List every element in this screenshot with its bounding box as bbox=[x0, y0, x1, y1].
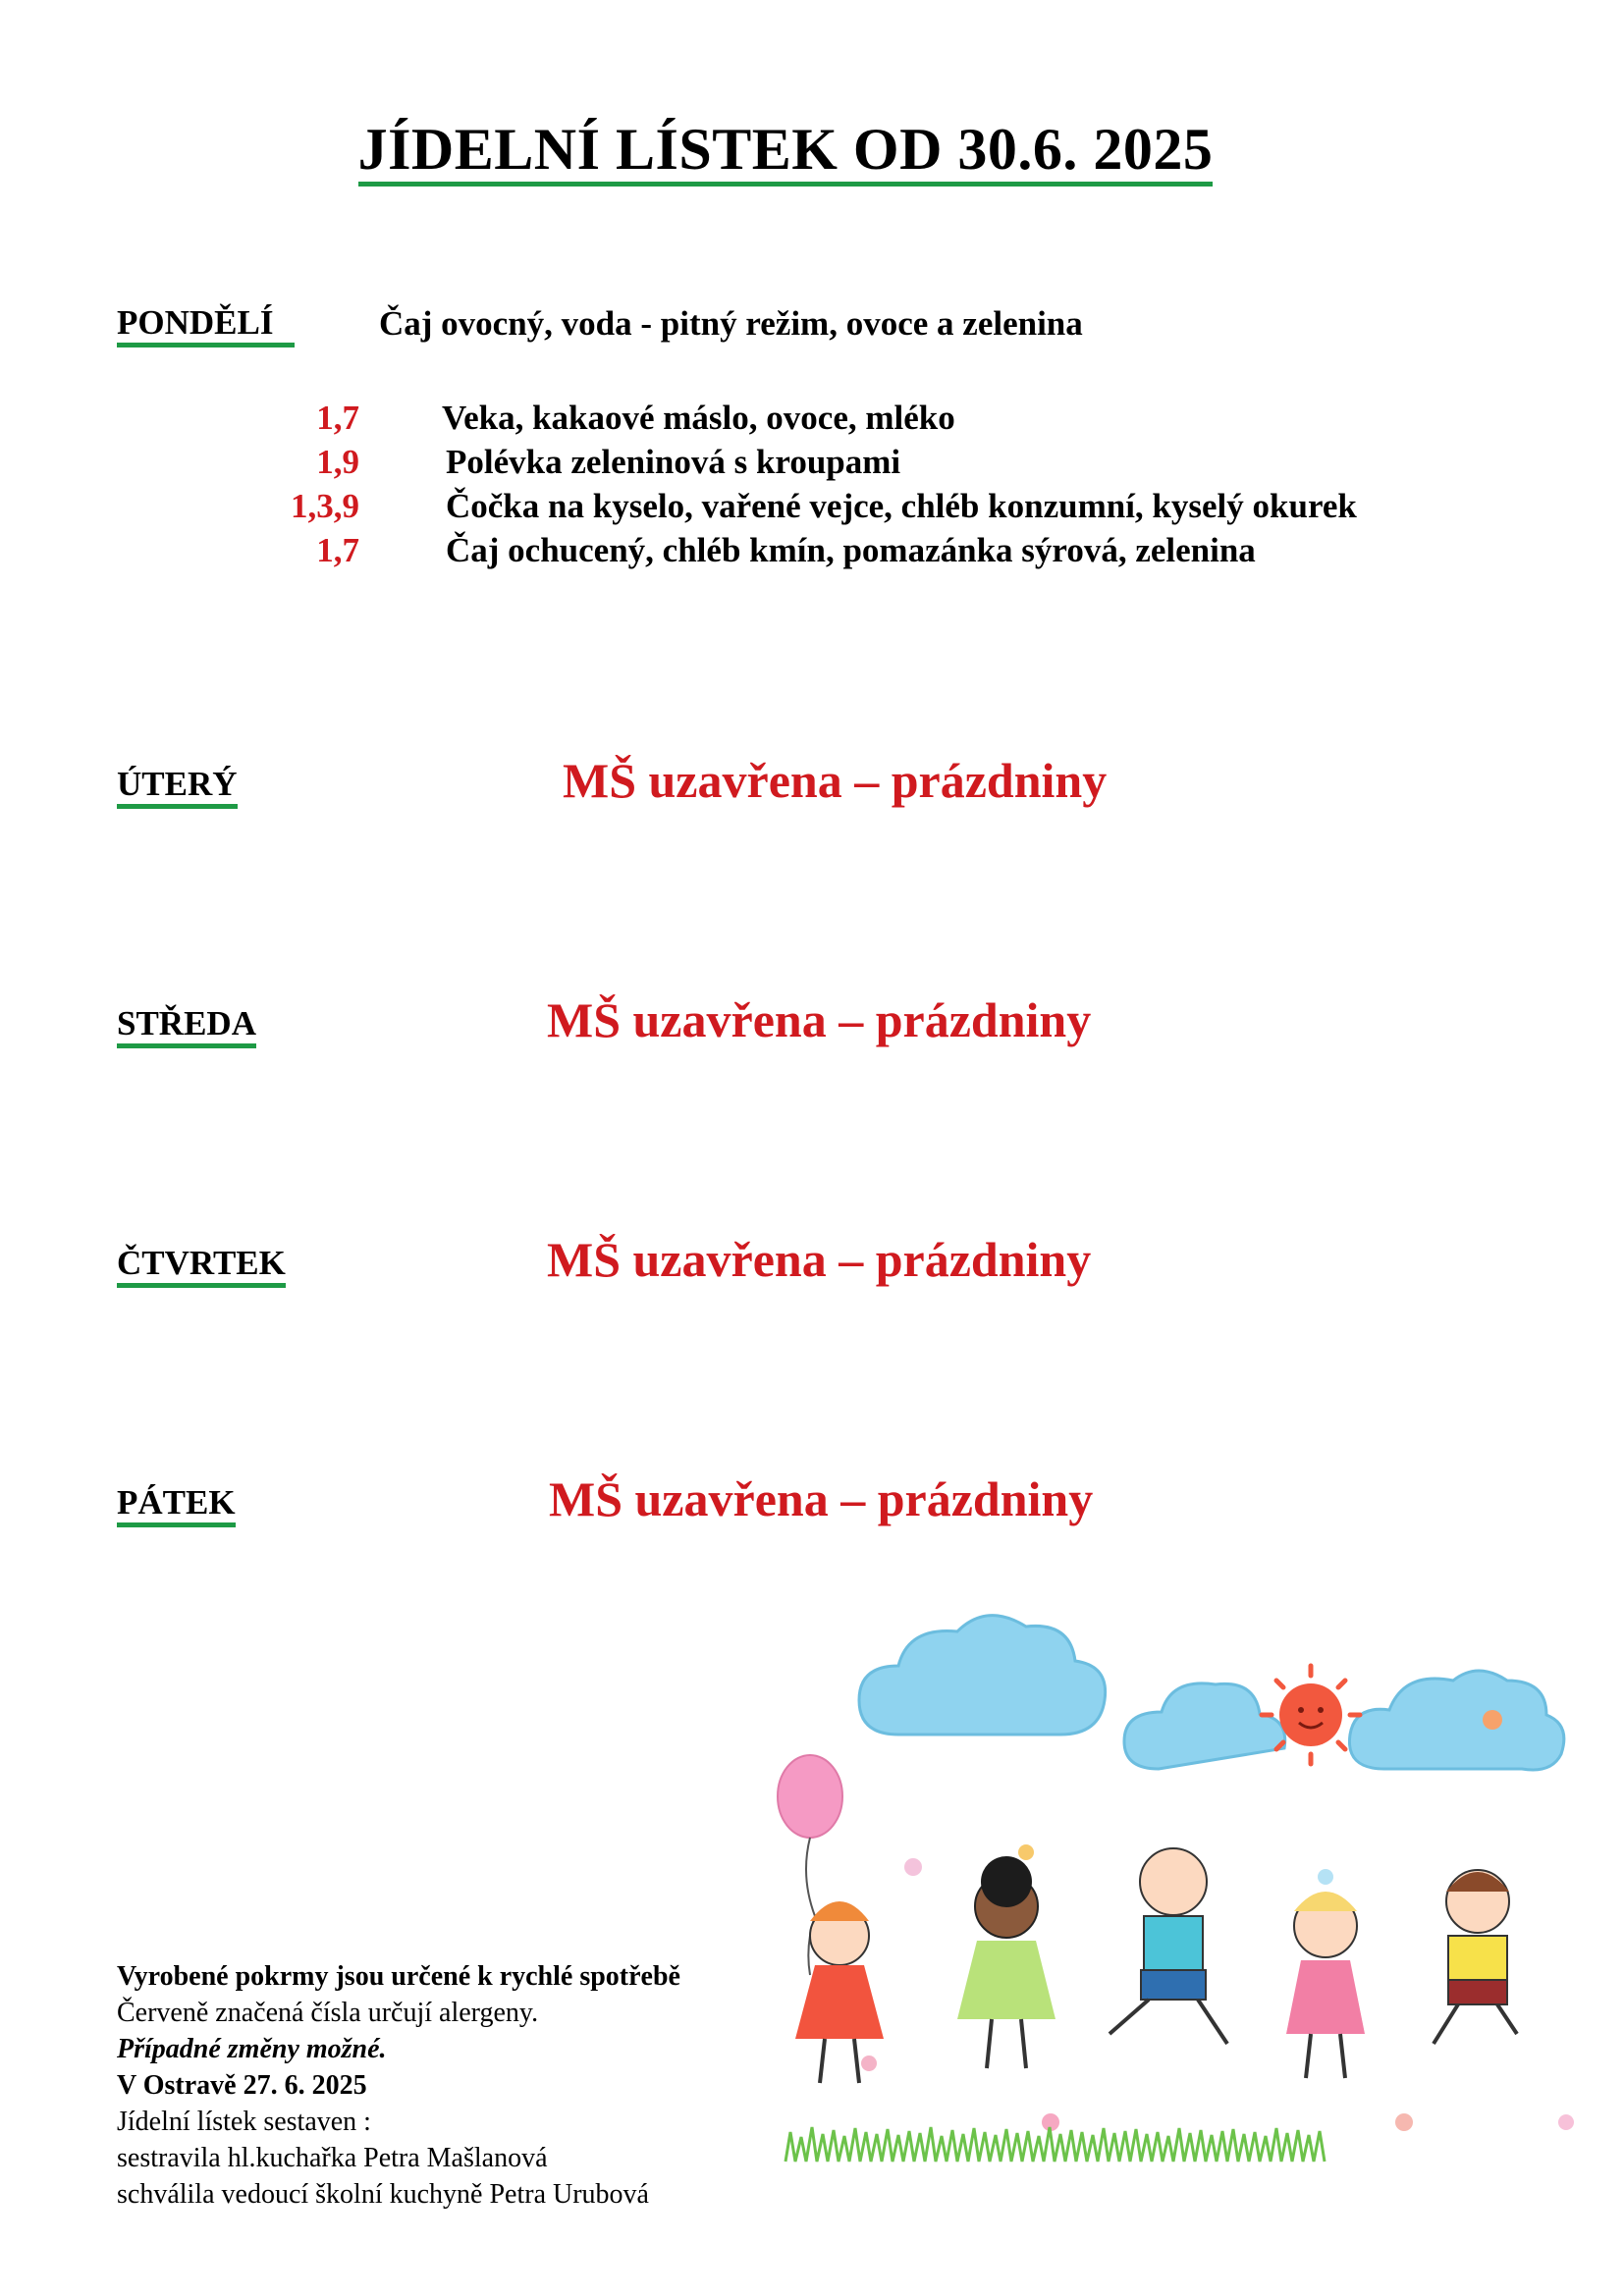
day-monday: PONDĚLÍ bbox=[117, 304, 295, 347]
page-title: JÍDELNÍ LÍSTEK OD 30.6. 2025 bbox=[0, 116, 1571, 184]
allergen-code: 1,7 bbox=[316, 531, 359, 569]
cloud-icon bbox=[859, 1616, 1106, 1735]
day-tuesday: ÚTERÝ bbox=[117, 766, 238, 809]
meal-snack: Čaj ochucený, chléb kmín, pomazánka sýrová, zelenina bbox=[446, 531, 1256, 569]
footer-consumption-note: Vyrobené pokrmy jsou určené k rychlé spotřebě bbox=[117, 1961, 680, 1992]
closed-note-friday: MŠ uzavřena – prázdniny bbox=[549, 1471, 1094, 1526]
monday-drinks: Čaj ovocný, voda - pitný režim, ovoce a zelenina bbox=[379, 304, 1083, 343]
meal-lunch: Čočka na kyselo, vařené vejce, chléb konzumní, kyselý okurek bbox=[446, 487, 1357, 525]
cloud-icon bbox=[1349, 1671, 1563, 1770]
footer-compiled-label: Jídelní lístek sestaven : bbox=[117, 2107, 371, 2137]
allergen-code: 1,9 bbox=[316, 443, 359, 481]
child-figure bbox=[1434, 1870, 1517, 2044]
cloud-icon bbox=[1124, 1683, 1285, 1769]
allergen-code: 1,7 bbox=[316, 399, 359, 437]
child-figure bbox=[1110, 1848, 1227, 2044]
footer-approved-by: schválila vedoucí školní kuchyně Petra Urubová bbox=[117, 2179, 649, 2210]
footer-allergen-note: Červeně značená čísla určují alergeny. bbox=[117, 1998, 539, 2028]
child-figure bbox=[957, 1856, 1056, 2068]
children-illustration bbox=[756, 1573, 1600, 2201]
child-figure bbox=[1286, 1892, 1365, 2078]
day-wednesday: STŘEDA bbox=[117, 1005, 256, 1048]
allergen-code: 1,3,9 bbox=[291, 487, 359, 525]
day-friday: PÁTEK bbox=[117, 1484, 236, 1527]
grass bbox=[785, 2127, 1325, 2162]
closed-note-tuesday: MŠ uzavřena – prázdniny bbox=[563, 753, 1108, 808]
meal-soup: Polévka zeleninová s kroupami bbox=[446, 443, 901, 481]
footer-compiled-by: sestravila hl.kuchařka Petra Mašlanová bbox=[117, 2143, 548, 2173]
closed-note-wednesday: MŠ uzavřena – prázdniny bbox=[547, 992, 1092, 1047]
sun-icon bbox=[1262, 1666, 1360, 1764]
day-thursday: ČTVRTEK bbox=[117, 1245, 286, 1288]
footer-date: V Ostravě 27. 6. 2025 bbox=[117, 2070, 367, 2101]
closed-note-thursday: MŠ uzavřena – prázdniny bbox=[547, 1232, 1092, 1287]
footer-changes-note: Případné změny možné. bbox=[117, 2034, 387, 2064]
meal-breakfast: Veka, kakaové máslo, ovoce, mléko bbox=[442, 399, 955, 437]
footer-notes bbox=[117, 1958, 680, 2213]
